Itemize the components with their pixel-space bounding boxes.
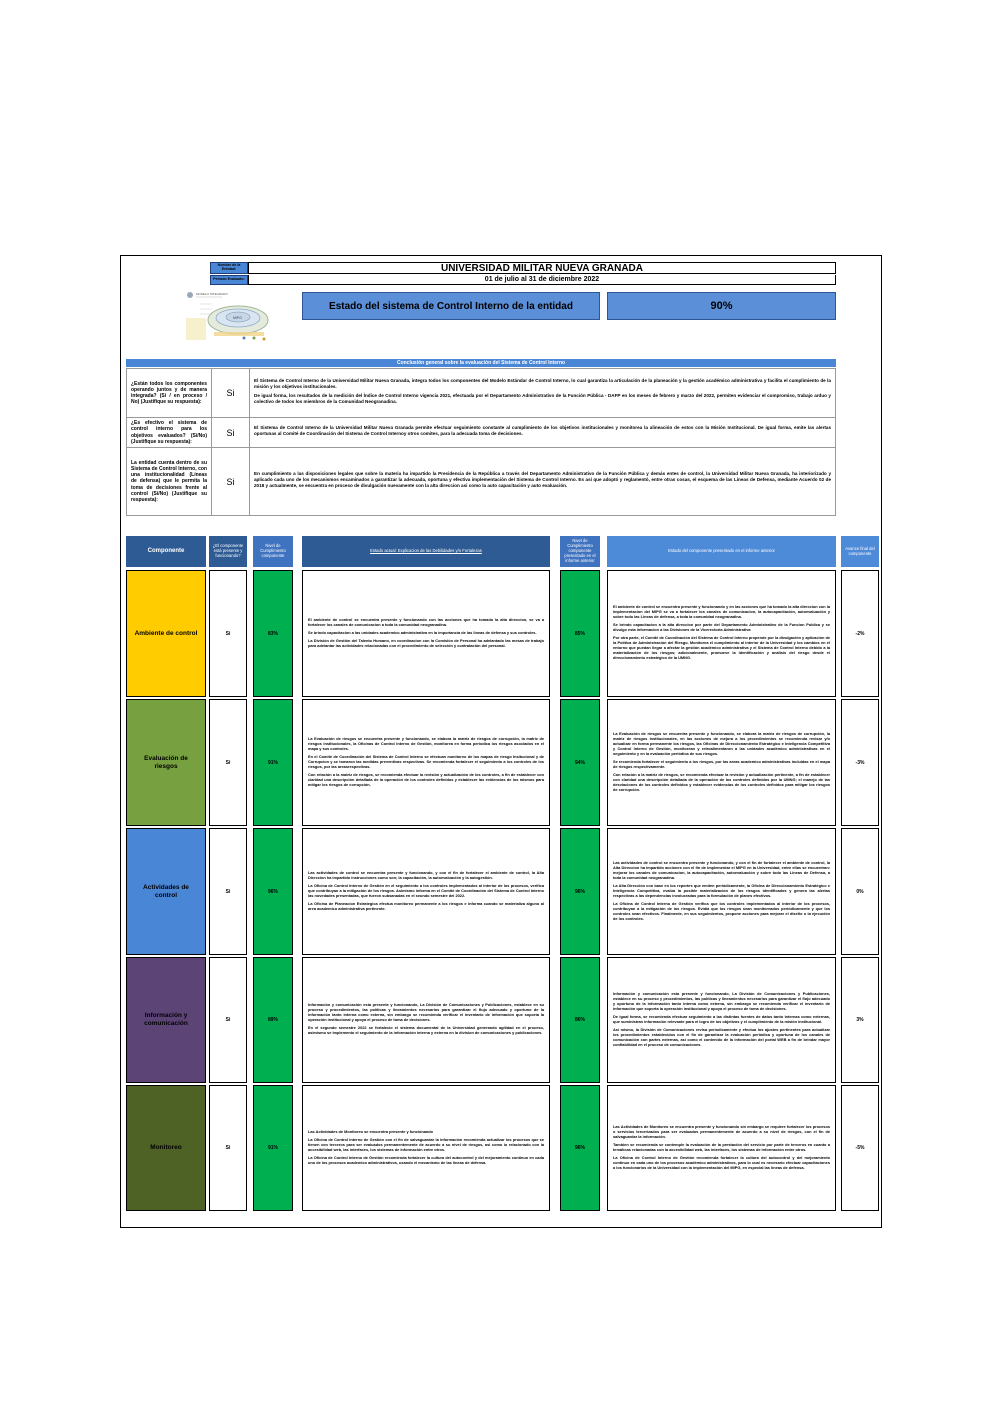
current-monitoreo-p2: La Oficina de Control Interno de Gestión con el fin de salvaguardar la información recomienda actualizar los procesos que se tienen con terceros para ser evaluados permanentemente de acuerdo a su nivel de riesgos, asi como lo relacionado con la accesibilidad web, las interfaces, los sistemas de información entre otros. [308,1136,544,1152]
conclusion-title: Conclusión general sobre la evaluación del Sistema de Control Interno [126,359,836,367]
component-name-informacion: Información y comunicación [126,957,206,1083]
component-prev-state-informacion [607,957,836,1083]
conclusion-text-1-p2: De igual forma, los resultados de la medición del Índice de Control Interno vigencia 2021, efectuada por el Departamento Administrativo de la Función Pública - DAFP en los meses de febrero y marzo del 2022, permiten evidenciar el compromiso, trabajo arduo y colectivo de todos los miembros de la Comunidad Neogranadina. [254,393,831,404]
conclusion-text-2 [249,418,835,447]
component-current-monitoreo [302,1085,550,1211]
conclusion-row-2 [126,418,836,448]
prev-monitoreo-p3: La Oficina de Control Interno de Gestión recomienda fortalecer la cultura del autocontrol y del mejoramiento continuo en cada uno de los procesos académico administrativos, para lo cual es necesario efectuar capacitaciones a los funcionarios de la Universidad con la implementación del MIPG, en especial las líneas de defensa. [613,1154,830,1170]
component-prev-level-riesgos: 94% [560,699,600,826]
diagram-top-label: MODELO INTEGRADO [196,292,228,296]
conclusion-answer-2: Si [211,418,249,447]
current-riesgos-p2: En el Comité de Coordinación del Sistema de Control Interno se efectuan monitoreo de los mapas de riesgo Insitucional y de Corrupcion y se tomaron las medidas preventivas respectivas. Se recomienda fortalecer el seguimiento a los controles de los riesgos, por las areasrespectivas. [308,753,544,769]
prev-actividades-p1: Las actividades de control se encuentra presente y funcionando, y con el fin de fortalecer el ambiente de control, la Alta Direccion ha impartido acciones con el fin de implementar el MIPG en la Universidad, entre ellas se encuentran: mejorar los canales de comunicacion, la autocapacitación, autoevaluación y sobre todo las Lineas de Defensa, a toda la comunidad neogranadina. [613,859,830,880]
conclusion-row-1 [126,368,836,418]
component-present-monitoreo: Si [209,1085,247,1211]
current-ambiente-p2: Se brindo capacitacion a las unidades academico administrativa en la importancia de las lineas de defensa y sus controles. [308,629,537,635]
component-name-riesgos: Evaluación de riesgos [126,699,206,826]
prev-actividades-p3: La Oficina de Control Interno de Gestión verifica que los controles implementados al interior de los procesos, contribuyan a la mitigación de los riesgos. Evidia que los riesgos sean monitoreados periódicamente y que los controles sean efectivos. Finalmente, en sus seguimientos, propone acciones para mejorar el diseño o la ejecución de los controles. [613,900,830,921]
component-present-actividades: Si [209,828,247,955]
current-monitoreo-p3: La Oficina de Control Interno de Gestión recomienda fortalecer la cultura del autocontrol y del mejoramiento continuo en cada uno de los procesos academico administrativos, usando el mecanismo de las lineas de defensa. [308,1154,544,1165]
prev-riesgos-p1: La Evaluación de riesgos se encuentra presente y funcionando, se elabora la matriz de riesgos de corrupción, la matriz de riesgos institucionales, en las acciones de mejora a los procedimientos se recomienda revisar y/o actualizar en forma permanente los riesgos, las Oficinas de Direccionamiento Estratégico e Inteligencia Competitiva y Control Interno de Gestión, monitorean y retroalimentaron a las unidades académico administrativas en el seguimiento y en la evaluación periódica de sus riesgos. [613,730,830,756]
header-present: ¿El componente está presente y funcionando? [209,536,247,567]
diagram-center-label: MIPG [233,316,242,320]
current-ambiente-p1: El ambiente de control se encuentra presente y funcionando con las acciones que ha tomado la alta direccion, se va a fortalecer los canales de comunicacion a toda la comunidad neogranadina. [308,616,544,627]
component-prev-level-monitoreo: 96% [560,1085,600,1211]
header-current-state: Estado actual: Explicacion de las Debilidades y/o Fortalezas [302,536,550,567]
component-current-ambiente [302,570,550,697]
current-ambiente-p3: La División de Gestión del Talento Humano, en coordinacion con la Comisión de Personal ha adelantado las mesas de trabajo para adelantar las actividades relacionadas con el procedimiento de selección y contratación del personal. [308,637,544,648]
header-prev-level: Nivel de Cumplimiento componente presentado en el informe anterior [560,536,600,567]
component-name-actividades: Actividades de control [126,828,206,955]
header-advance: Avance final del componente [841,536,879,567]
component-advance-actividades: 0% [841,828,879,955]
component-prev-state-actividades [607,828,836,955]
evaluated-period: 01 de julio al 31 de diciembre 2022 [248,275,836,285]
current-actividades-p2: La Oficina de Control Interno de Gestión en el seguimiento a los controles implementados al interior de los procesos, verifica que contribuyan a la mitigación de los riesgos. Asimismo informa en el Comité de Coordinación del Sistema de Control Interno las novedades presentadas, que fueron subsanadas en el seundo semestre del 2022. [308,882,544,898]
conclusion-text-3 [249,448,835,515]
current-actividades-p3: La Oficina de Planeacion Estrategica efectua monitoreo permanente a los riesgos e informa cuando se materializa alguno al area academico administrativa pertinente. [308,900,544,911]
prev-riesgos-p3: Con relación a la matriz de riesgos, se recomienda efectuar la revisión y actualización pertinente, a fin de establecer con claridad una descripción detallada de la operación de los controles definidos por la UMNG; el manejo de las desviaciones de los controles definidos y establecer evidencias de los controles definidos para mitigar los riesgos de corrupción. [613,771,830,792]
prev-riesgos-p2: Se recomienda fortalecer el seguimiento a los riesgos, por las areas academico administrativas incluidas en el mapa de riesgos respectivamente. [613,758,830,769]
component-prev-level-ambiente: 85% [560,570,600,697]
component-prev-state-monitoreo [607,1085,836,1211]
conclusion-text-1 [249,369,835,417]
conclusion-text-1-p1: El Sistema de Control Interno de la Universidad Militar Nueva Granada, integra todos los componentes del Modelo Estándar de Control Interno, lo cual garantiza la articulación de la planeación y la gestión académico administrativa y facilita el cumplimiento de la misión y los objetivos institucionales. [254,378,831,390]
conclusion-question-2: ¿Es efectivo el sistema de control interno para los objetivos evaluados? (Si/No) (Justifique su respuesta): [131,420,207,445]
conclusion-text-3-p1: En cumplimiento a las disposiciones legales que sobre la materia ha impartido la Presidencia de la República a través del Departamento Administrativo de la Función Pública y demás entes de control, la Universidad Militar Nueva Granada, ha interiorizado y aplicado cada uno de los mecanismos encaminados a garantizar la adecuada, oportuna y efectiva implementación del Sistema de Control Interno. Es así que adoptó y reglamentó, entre otras cosas, el esquema de las Líneas de Defensa, mediante Acuerdo 02 de 2018 y actualmente, se encuentra en proceso de divulgación nuevamente con la alta direccion asi como la auto capacitación y auto evaluación. [254,471,831,488]
component-present-informacion: Si [209,957,247,1083]
status-value-box: 90% [607,292,836,320]
header-level: Nivel de Cumplimiento componente [253,536,293,567]
header-component: Componente [126,536,206,567]
component-present-riesgos: Si [209,699,247,826]
component-current-riesgos [302,699,550,826]
prev-actividades-p2: La Alta Dirección con base en los reportes que emiten periódicamente, la Oficina de Direccionamiento Estratégico e Inteligencia Competitiva, evalúa la posible materialización de los riesgos identificados y genera las alertas respectivas a las dependencias involucradas para la formulación de planes efectivos. [613,882,830,898]
component-present-ambiente: Si [209,570,247,697]
current-riesgos-p1: La Evaluación de riesgos se encuentra presente y funcionando, se elabora la matriz de riesgos de corrupción, la matriz de riesgos institucionales, la Oficinas de Control Interno de Gestión, monitorea en forma periodica los riesgos asociados en el mapa y sus controles. [308,735,544,751]
current-informacion-p2: En el segundo semestre 2022 se fortalecio el sistema documental de la Universidad generando agilidad en el proceso, asimismo se implemento el seguimiento de la información interna y externa en la division de comunicaciones y publicaciones. [308,1025,544,1035]
prev-monitoreo-p1: Las Actividades de Monitoreo se encuentra presente y funcionando sin embargo se requiere fortalecer los procesos o servicios tercerizados para ser evaluados permanentemente de acuerdo a su nivel de riesgos, con el fin de salvaguardar la información. [613,1123,830,1139]
prev-informacion-p1: Información y comunicación esta presente y funcionando, La División de Comunicaciones y Publicaciones, establece en su proceso y procedimientos, las políticas y lineamientos necesarios para garantizar el flujo adecuado y oportuno de la información tanto interna como externa, sin embargo se recomienda verificar el inventario de información que soporta la operación institucional y apoya el proceso de toma de decisiones. [613,990,830,1011]
component-advance-riesgos: -3% [841,699,879,826]
component-current-informacion [302,957,550,1083]
component-current-actividades [302,828,550,955]
current-monitoreo-p1: Las Actividades de Monitoreo se encuentra presente y funcionando [308,1128,434,1134]
component-name-monitoreo: Monitoreo [126,1085,206,1211]
component-advance-ambiente: -2% [841,570,879,697]
component-level-informacion: 89% [253,957,293,1083]
conclusion-answer-1: Si [211,369,249,417]
header-prev-state: Estado del componente presentado en el informe anterior [607,536,836,567]
component-level-monitoreo: 91% [253,1085,293,1211]
status-title-box: Estado del sistema de Control Interno de la entidad [302,292,600,320]
component-prev-state-riesgos [607,699,836,826]
conclusion-row-3 [126,448,836,516]
current-riesgos-p3: Con relación a la matriz de riesgos, se recomienda efectuar la revisión y actualización de los controles, a fin de establecer con claridad una descripción detallada de la operación de los controles definidos y establecer las evidencias de los mismos para mitigar los riesgos de corrupción. [308,771,544,787]
component-advance-monitoreo: -5% [841,1085,879,1211]
component-prev-state-ambiente [607,570,836,697]
entity-label: Nombre de la Entidad: [210,262,248,274]
component-level-riesgos: 91% [253,699,293,826]
prev-monitoreo-p2: Tambien se recomienda se contemple la evaluación de la prestación del servicio por parte de terceros en cuanto a temáticas relacionadas con la accesibilidad web, las interfaces, los sistemas de información entre otros. [613,1141,830,1152]
conclusion-question-3: La entidad cuenta dentro de su Sistema de Control Interno, con una institucionalidad (Líneas de defensa) que le permita la toma de decisiones frente al control (Si/No) (Justifique su respuesta): [131,459,207,504]
conclusion-text-2-p1: El Sistema de Control Interno de la Universidad Militar Nueva Granada permite efectuar seguimiento constante al cumplimiento de los objetivos institucionales y monitorea la alineación de estos con la Misión Institucional. De igual forma, emite las alertas oportunas al Comité de Coordinación del Sistema de Control Internoy otros comites, para la adecuada toma de decisiones. [254,425,831,436]
conclusion-answer-3: Si [211,448,249,515]
component-prev-level-actividades: 96% [560,828,600,955]
component-prev-level-informacion: 86% [560,957,600,1083]
component-name-ambiente: Ambiente de control [126,570,206,697]
conclusion-question-1: ¿Están todos los componentes operando juntos y de manera integrada? (Si / en proceso / No) (Justifique su respuesta): [131,380,207,406]
component-level-actividades: 96% [253,828,293,955]
prev-informacion-p3: Así mismo, la División de Comunicaciones revisa periodicamente y efectua los ajustes pertinentes para actualizar los procedimientos establecidos con el fin de garantizar la evaluación periódica y oportuna de los canales de comunicación con partes externas, así como el contenido de la información del portal WEB a fin de brindar mayor confiabilidad en el proceso de comunicaciones. [613,1026,830,1047]
current-actividades-p1: Las actividades de control se encuentra presente y funcionando, y con el fin de fortalecer el ambiente de control, la Alta Direccion ha impartido instrucciones como son; la capacitación, la autoevaluación y la autogestión. [308,869,544,880]
prev-ambiente-p3: Por otra parte, el Comité de Coordinación del Sistema de Control Interno propende por la divulgación y aplicación de la Política de Administración del Riesgo. Monitorea el cumplimiento al interior de la Universidad y los cambios en el entorno que puedan llegar a afectar la gestión académico administrativa y el Sistema de Control Interno debido a la materialización de los riesgos; adicionalmente, promueve la identificación y análisis del riesgo desde el direccionamiento estratégico de la UMNG. [613,635,830,660]
prev-informacion-p2: De igual forma, se recomienda efectuar seguimiento a las distintas fuentes de datos tanto internas como externas, que suministran información relevante para el logro de los objetivos y el cumplimiento de la misión institucional. [613,1013,830,1024]
component-advance-informacion: 3% [841,957,879,1083]
prev-ambiente-p2: Se brindo capacitacion a la alta direccion por parte del Departamento Administrativo de la Funcion Publica y se divulgo esta informacion a las Divisiones de la Vicerectoria Administrativa [613,622,830,632]
prev-ambiente-p1: El ambiente de control se encuentra presente y funcionando y en las acciones que ha tomado la alta direccion con la implementacion del MIPG se va a fortalecer los canales de comunicacion, la autocapacitación, autoevaluación y sobre todo las Lineas de defensa, a toda la comunidad neogranadina. [613,604,830,619]
current-informacion-p1: Información y comunicación esta presente y funcionando, La División de Comunicaciones y Publicaciones, establece en su proceso y procedimientos, las políticas y lineamientos necesarios para garantizar el flujo adecuado y oportuno de la información tanto interna como externa, sin embargo se recomienda verificar el inventario de información que soporta la operación institucional y apoya el proceso de toma de decisiones. [308,1002,544,1022]
component-level-ambiente: 83% [253,570,293,697]
university-name: UNIVERSIDAD MILITAR NUEVA GRANADA [248,262,836,274]
period-label: Periodo Evaluado: [210,275,248,285]
mipg-diagram [182,290,278,346]
